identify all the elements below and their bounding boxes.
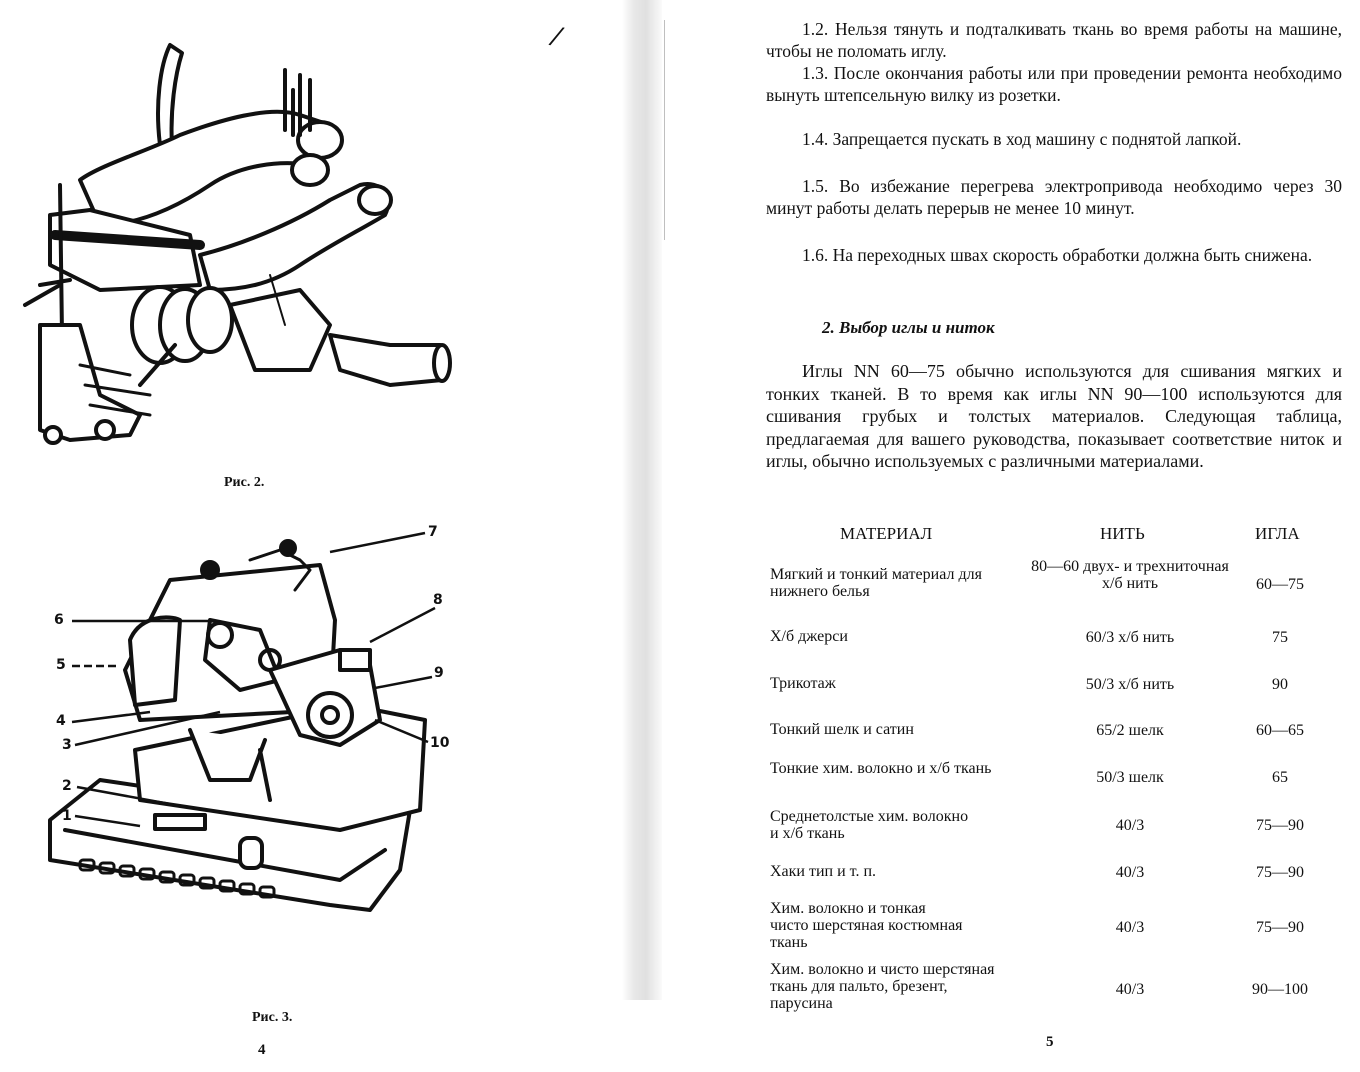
cell-needle: 90 <box>1272 676 1288 693</box>
callout-9: 9 <box>434 665 444 681</box>
cell-needle: 75—90 <box>1256 817 1304 834</box>
cell-material: Среднетолстые хим. волокно и х/б ткань <box>770 808 969 842</box>
cell-thread: 50/3 х/б нить <box>1085 676 1175 693</box>
callout-7: 7 <box>428 524 438 540</box>
leader-line-3 <box>75 712 220 745</box>
leader-line-10 <box>375 720 428 742</box>
leader-line-4 <box>72 712 150 722</box>
callout-4: 4 <box>56 713 66 729</box>
section-title: 2. Выбор иглы и ниток <box>822 318 995 337</box>
cell-needle: 75—90 <box>1256 919 1304 936</box>
page-number-left: 4 <box>258 1042 266 1058</box>
leader-line-8 <box>370 608 435 642</box>
callout-2: 2 <box>62 778 72 794</box>
figure-2-caption: Рис. 2. <box>224 475 265 490</box>
column-header-needle: ИГЛА <box>1255 524 1300 543</box>
cell-material: Мягкий и тонкий материал для нижнего белья <box>770 566 982 600</box>
gutter-line <box>664 20 665 240</box>
leader-line-9 <box>375 677 432 688</box>
figure-3-leader-lines <box>0 0 620 1072</box>
cell-thread: 40/3 <box>1115 981 1145 998</box>
stray-pen-mark: / <box>548 19 564 54</box>
cell-needle: 60—75 <box>1256 576 1304 593</box>
cell-material: Хим. волокно и тонкая чисто шерстяная костюмная ткань <box>770 900 963 951</box>
cell-thread: 65/2 шелк <box>1096 722 1164 739</box>
book-gutter-shadow <box>622 0 662 1000</box>
paragraph-1-2: 1.2. Нельзя тянуть и подталкивать ткань во время работы на машине, чтобы не поломать иглу. <box>766 19 1342 61</box>
leader-line-1 <box>75 816 140 826</box>
cell-material: Тонкие хим. волокно и х/б ткань <box>770 760 992 777</box>
cell-thread: 60/3 х/б нить <box>1085 629 1175 646</box>
cell-needle: 75—90 <box>1256 864 1304 881</box>
cell-thread: 80—60 двух- и трехниточная х/б нить <box>1031 558 1229 592</box>
column-header-thread: НИТЬ <box>1100 524 1145 543</box>
right-page <box>760 0 1360 1072</box>
cell-material: Хим. волокно и чисто шерстяная ткань для пальто, брезент, парусина <box>770 961 995 1012</box>
callout-3: 3 <box>62 737 72 753</box>
cell-thread: 40/3 <box>1115 919 1145 936</box>
page-number-right: 5 <box>1046 1034 1054 1050</box>
column-header-material: МАТЕРИАЛ <box>840 524 933 543</box>
paragraph-1-6: 1.6. На переходных швах скорость обработки должна быть снижена. <box>802 245 1313 265</box>
cell-material: Тонкий шелк и сатин <box>770 721 914 738</box>
callout-8: 8 <box>433 592 443 608</box>
callout-1: 1 <box>62 808 72 824</box>
leader-line-7 <box>330 533 425 552</box>
cell-thread: 40/3 <box>1115 864 1145 881</box>
callout-5: 5 <box>56 657 66 673</box>
cell-thread: 50/3 шелк <box>1096 769 1164 786</box>
cell-thread: 40/3 <box>1115 817 1145 834</box>
cell-material: Трикотаж <box>770 675 836 692</box>
paragraph-1-3: 1.3. После окончания работы или при проведении ремонта необходимо вынуть штепсельную вилку из розетки. <box>766 63 1342 105</box>
cell-material: Х/б джерси <box>770 628 848 645</box>
cell-needle: 60—65 <box>1256 722 1304 739</box>
cell-needle: 65 <box>1272 769 1288 786</box>
cell-needle: 75 <box>1272 629 1288 646</box>
leader-line-2 <box>77 787 170 804</box>
callout-6: 6 <box>54 612 64 628</box>
intro-paragraph: Иглы NN 60—75 обычно используются для сшивания мягких и тонких тканей. В то время как иглы NN 90—100 используются для сшивания грубых и толстых материалов. Следующая таблица, предлагаемая для вашего руководства, показывает соответствие ниток и иглы, обычно используемых с различными материалами. <box>766 361 1342 471</box>
left-page <box>0 0 620 1072</box>
cell-needle: 90—100 <box>1252 981 1308 998</box>
callout-10: 10 <box>430 735 450 751</box>
paragraph-1-4: 1.4. Запрещается пускать в ход машину с поднятой лапкой. <box>802 129 1242 149</box>
figure-3-caption: Рис. 3. <box>252 1010 293 1025</box>
paragraph-1-5: 1.5. Во избежание перегрева электропривода необходимо через 30 минут работы делать перерыв не менее 10 минут. <box>766 176 1342 218</box>
cell-material: Хаки тип и т. п. <box>770 863 877 880</box>
